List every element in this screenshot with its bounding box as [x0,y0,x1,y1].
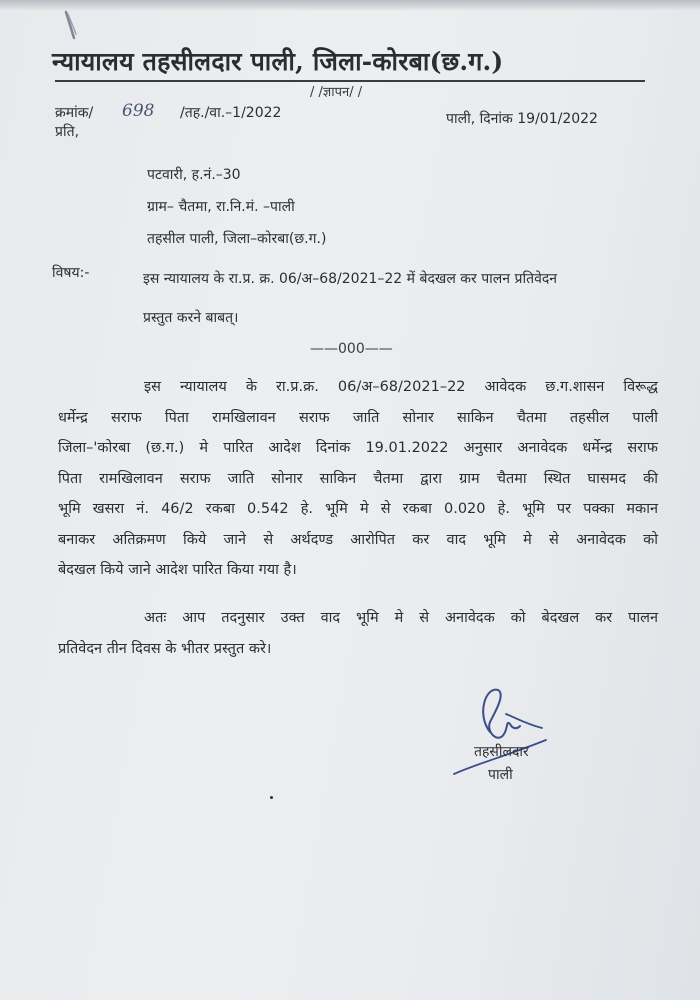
signatory-designation: तहसीलदार [474,744,529,760]
body-p2-line: अतः आप तदनुसार उक्त वाद भूमि मे से अनावेदक को बेदखल कर पालन [144,610,658,626]
subject-label: विषय:- [52,265,90,281]
court-title: न्यायालय तहसीलदार पाली, जिला-कोरबा(छ.ग.) [52,47,504,76]
body-p1-line: पिता रामखिलावन सराफ जाति सोनार साकिन चैतमा द्वारा ग्राम चैतमा स्थित घासमद की [58,470,658,487]
subject-line-1: इस न्यायालय के रा.प्र. क्र. 06/अ–68/2021–22 में बेदखल कर पालन प्रतिवेदन [143,271,558,287]
body-p1-line: बेदखल किये जाने आदेश पारित किया गया है। [58,562,297,578]
pen-mark-icon [60,8,88,48]
page-fold-edge [0,0,700,10]
recipient-line-3: तहसील पाली, जिला–कोरबा(छ.ग.) [147,231,327,247]
ink-dot [270,796,273,799]
body-p2-line: प्रतिवेदन तीन दिवस के भीतर प्रस्तुत करे। [58,640,272,657]
signatory-place: पाली [488,767,513,783]
body-paragraph-1 [58,372,658,586]
body-p1-line: बनाकर अतिक्रमण किये जाने से अर्थदण्ड आरोपित कर वाद भूमि मे से अनावेदक को [58,531,658,548]
place-date: पाली, दिनांक 19/01/2022 [446,111,598,127]
recipient-line-1: पटवारी, ह.नं.–30 [147,167,241,183]
recipient-line-2: ग्राम– चैतमा, रा.नि.मं. –पाली [147,199,295,215]
body-p1-line: भूमि खसरा नं. 46/2 रकबा 0.542 हे. भूमि मे से रकबा 0.020 हे. भूमि पर पक्का मकान [58,501,658,517]
kramank-suffix: /तह./वा.–1/2022 [180,105,282,121]
body-p1-line: जिला–'कोरबा (छ.ग.) मे पारित आदेश दिनांक 19.01.2022 अनुसार अनावेदक धर्मेन्द्र सराफ [58,440,658,456]
separator: ——000—— [310,341,393,357]
subject-line-2: प्रस्तुत करने बाबत्। [143,310,239,326]
kramank-label: क्रमांक/ [55,105,94,121]
body-p1-line: धर्मेन्द्र सराफ पिता रामखिलावन सराफ जाति सोनार साकिन चैतमा तहसील पाली [58,409,658,426]
body-p1-line: इस न्यायालय के रा.प्र.क्र. 06/अ–68/2021–22 आवेदक छ.ग.शासन विरूद्ध [144,379,658,395]
prati-label: प्रति, [55,124,80,140]
kramank-number: 698 [122,101,155,121]
body-paragraph-2 [58,603,658,664]
jnapan-label: / /ज्ञापन/ / [310,85,363,100]
